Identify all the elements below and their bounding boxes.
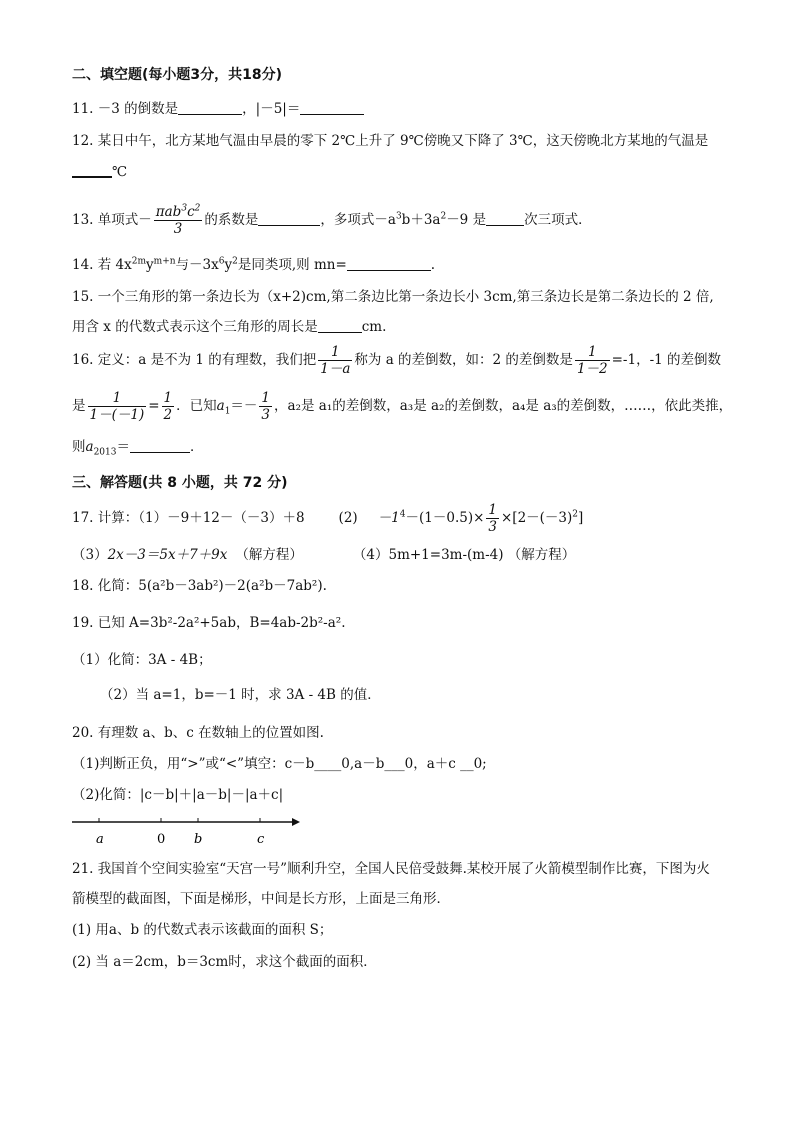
fraction: $\frac{\pi ab^3c^2}{3}$ — [155, 203, 201, 237]
answer-blank — [300, 100, 364, 115]
question-17-cont: （3）2x－3＝5x＋7＋9x （解方程） （4）5m+1=3m-(m-4) （解方程） — [72, 547, 576, 563]
answer-blank — [318, 318, 362, 333]
answer-blank — [178, 100, 242, 115]
question-20-part-1: （1)判断正负，用“>”或“<”填空：c－b____0,a－b___0，a＋c __0; — [72, 756, 487, 772]
number-line-label-0: 0 — [157, 832, 166, 847]
number-line-label-c: c — [257, 832, 265, 847]
number-line-label-a: a — [96, 832, 104, 847]
question-16: 16. 定义：a 是不为 1 的有理数，我们把 $\frac{1}{1-a}$ 称为 a 的差倒数，如：2 的差倒数是 $\frac{1}{1-2}$ =-1，-1 的差倒数 — [72, 344, 722, 377]
question-12: 12. 某日中午，北方某地气温由早晨的零下 2℃上升了 9℃傍晚又下降了 3℃，这天傍晚北方某地的气温是 — [72, 133, 709, 149]
question-16-end: 则$a_{2013}=$ ． — [72, 439, 204, 458]
question-20: 20. 有理数 a、b、c 在数轴上的位置如图. — [72, 725, 324, 741]
question-19-part-2: （2）当 a=1，b=－1 时，求 3A - 4B 的值． — [100, 687, 381, 703]
number-line — [70, 812, 302, 848]
question-11: 11. －3 的倒数是 ，|－5|＝ — [72, 100, 364, 118]
question-21: 21. 我国首个空间实验室“天宫一号”顺利升空，全国人民倍受鼓舞.某校开展了火箭模型制作比赛，下图为火 — [72, 861, 710, 877]
number-line-label-b: b — [194, 832, 203, 847]
question-19: 19. 已知 A=3b²-2a²+5ab，B=4ab-2b²-a². — [72, 615, 346, 631]
question-15: 15. 一个三角形的第一条边长为（x+2)cm,第二条边比第一条边长小 3cm,第三条边长是第二条边长的 2 倍, — [72, 289, 714, 305]
answer-blank — [72, 162, 112, 178]
question-13: 13. 单项式－ $\frac{\pi ab^3c^2}{3}$ 的系数是 ，多项式$-a^3b+3a^2-9$ 是 次三项式． — [72, 203, 592, 237]
answer-blank — [130, 438, 190, 453]
question-18: 18. 化简：5(a²b－3ab²)－2(a²b－7ab²). — [72, 578, 327, 594]
section-3-title: 三、解答题(共 8 小题，共 72 分) — [72, 475, 288, 491]
question-16-cont: 是 $\frac{1}{1-(-1)}$ = $\frac{1}{2}$ ．已知$a_1=-$ $\frac{1}{3}$ ，a₂是 a₁的差倒数，a₃是 a₂的差倒数，a₄是 a₃的差倒数，……，依此类推， — [72, 390, 733, 423]
question-20-part-2: （2)化简：|c－b|＋|a－b|－|a＋c| — [72, 787, 284, 803]
question-12-cont: ℃ — [72, 162, 127, 181]
section-2-title: 二、填空题(每小题3分，共18分) — [72, 67, 283, 83]
question-19-part-1: （1）化简：3A - 4B； — [72, 652, 212, 668]
question-21-part-1: (1) 用a、b 的代数式表示该截面的面积 S； — [72, 922, 333, 938]
question-14: 14. 若 $4x^{2m}y^{m+n}$与$-3x^6y^2$是同类项,则 mn= . — [72, 256, 436, 273]
answer-blank — [486, 211, 524, 226]
question-15-cont: 用含 x 的代数式表示这个三角形的周长是 cm. — [72, 319, 387, 335]
answer-blank — [347, 256, 431, 271]
question-17: 17. 计算：（1）－9＋12－（－3）＋8 $(2) -1^4-(1-0.5)\times$ $\frac{1}{3}$ $\times[2-(-3)^2]$ — [72, 502, 584, 535]
question-21-part-2: (2) 当 a＝2cm，b＝3cm时，求这个截面的面积． — [72, 954, 377, 970]
question-21-cont: 箭模型的截面图，下面是梯形，中间是长方形，上面是三角形． — [72, 891, 450, 907]
answer-blank — [258, 211, 320, 226]
